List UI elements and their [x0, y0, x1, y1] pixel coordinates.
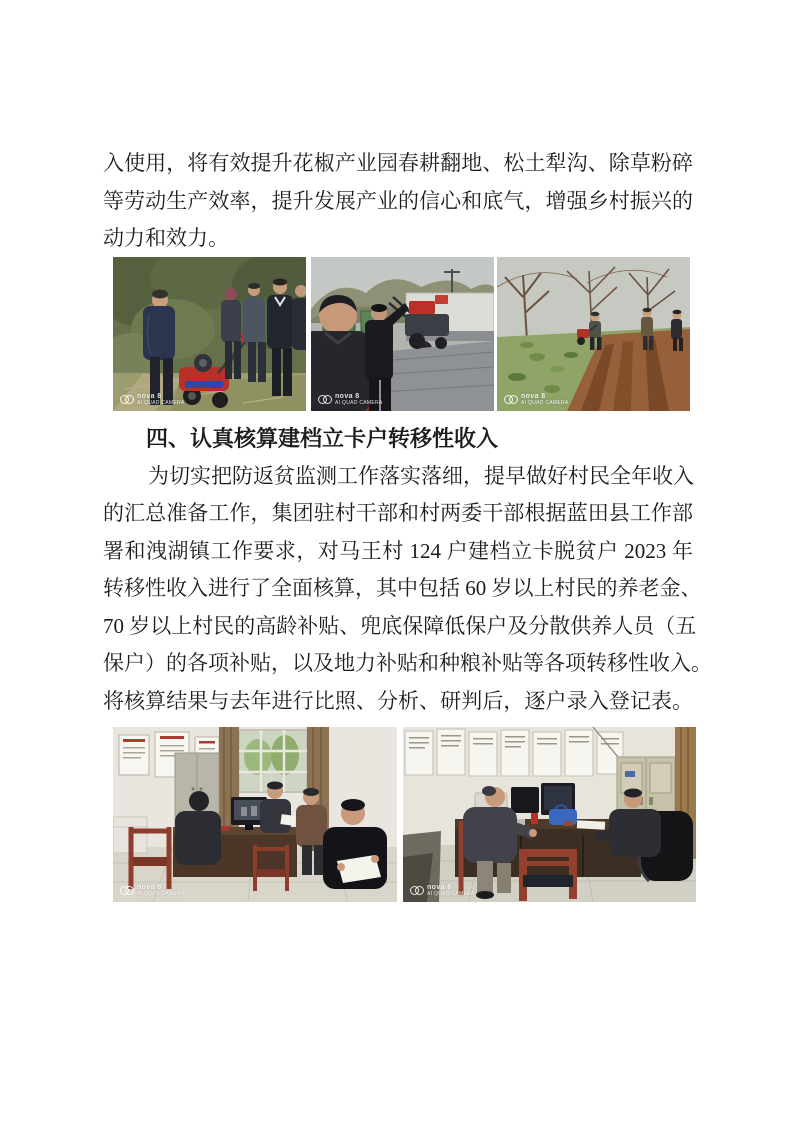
nova-logo-icon — [318, 395, 332, 404]
paragraph-line: 将核算结果与去年进行比照、分析、研判后，逐户录入登记表。 — [103, 688, 693, 713]
camera-watermark — [410, 884, 475, 897]
paragraph-1 — [103, 145, 693, 258]
watermark-device: nova 8 — [137, 883, 162, 891]
watermark-device: nova 8 — [427, 883, 452, 891]
watermark-device: nova 8 — [137, 392, 162, 400]
watermark-device: nova 8 — [521, 392, 546, 400]
photo-orchard-tilling — [497, 257, 690, 411]
photo-illustration — [113, 257, 306, 411]
nova-logo-icon — [410, 886, 424, 895]
watermark-camera: AI QUAD CAMERA — [521, 399, 569, 406]
photo-field-tiller-inspection — [113, 257, 306, 411]
camera-watermark — [504, 393, 569, 406]
photo-illustration — [403, 727, 696, 902]
nova-logo-icon — [504, 395, 518, 404]
nova-logo-icon — [120, 886, 134, 895]
camera-watermark — [120, 884, 185, 897]
camera-watermark — [120, 393, 185, 406]
watermark-camera: AI QUAD CAMERA — [137, 890, 185, 897]
photo-office-review-1 — [113, 727, 397, 902]
watermark-camera: AI QUAD CAMERA — [427, 890, 475, 897]
photo-illustration — [113, 727, 397, 902]
watermark-camera: AI QUAD CAMERA — [137, 399, 185, 406]
nova-logo-icon — [120, 395, 134, 404]
photo-illustration — [497, 257, 690, 411]
camera-watermark — [318, 393, 383, 406]
paragraph-line: 等劳动生产效率，提升发展产业的信心和底气，增强乡村振兴的 — [103, 188, 693, 213]
paragraph-line: 为切实把防返贫监测工作落实落细，提早做好村民全年收入 — [148, 463, 694, 488]
section-4 — [103, 420, 712, 720]
paragraph-line: 保户）的各项补贴，以及地力补贴和种粮补贴等各项转移性收入。 — [103, 651, 712, 675]
paragraph-line: 入使用，将有效提升花椒产业园春耕翻地、松土犁沟、除草粉碎 — [103, 151, 693, 175]
watermark-device: nova 8 — [335, 392, 360, 400]
paragraph-line: 70 岁以上村民的高龄补贴、兜底保障低保户及分散供养人员（五 — [103, 613, 697, 638]
paragraph-line: 署和洩湖镇工作要求，对马王村 124 户建档立卡脱贫户 2023 年 — [103, 538, 693, 563]
photo-truck-unloading — [311, 257, 494, 411]
watermark-camera: AI QUAD CAMERA — [335, 399, 383, 406]
paragraph-line: 动力和效力。 — [103, 226, 229, 250]
paragraph-line: 的汇总准备工作，集团驻村干部和村两委干部根据蓝田县工作部 — [103, 501, 693, 525]
paragraph-line: 转移性收入进行了全面核算，其中包括 60 岁以上村民的养老金、 — [103, 576, 702, 600]
section-heading: 四、认真核算建档立卡户转移性收入 — [146, 426, 499, 451]
photo-office-review-2 — [403, 727, 696, 902]
photo-illustration — [311, 257, 494, 411]
